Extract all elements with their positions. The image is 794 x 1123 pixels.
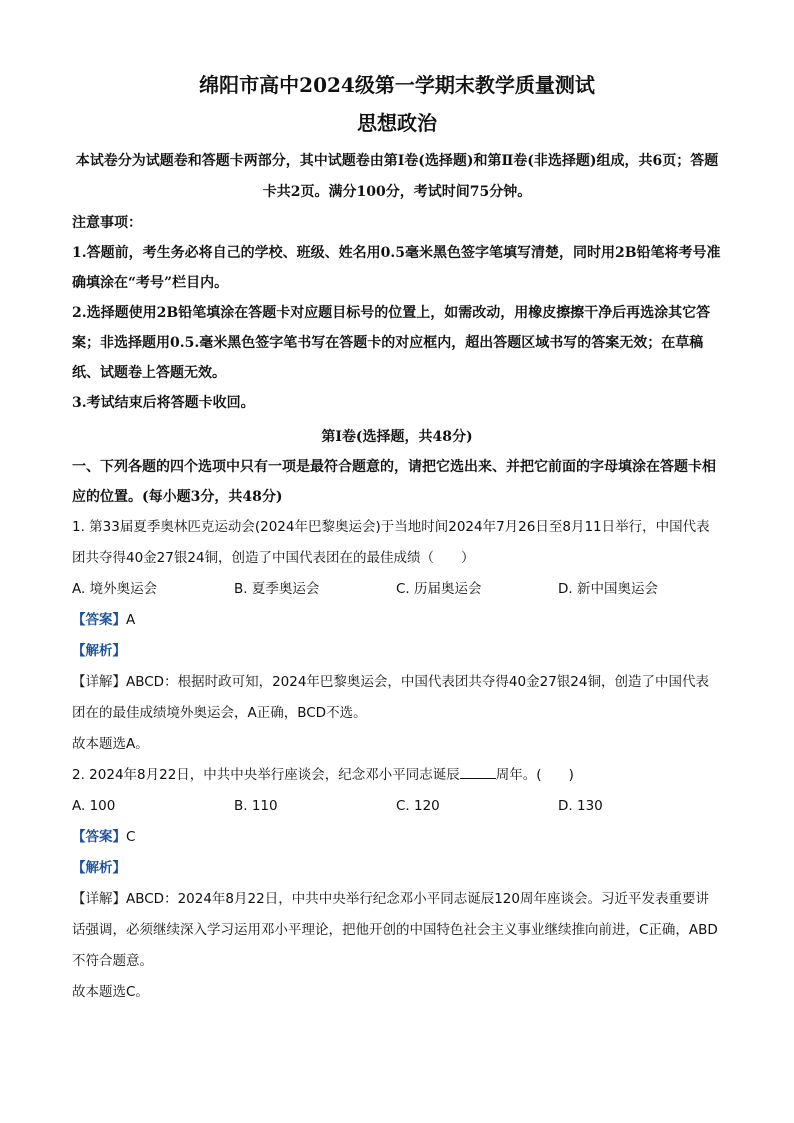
question-1 [72, 512, 722, 760]
section-title: 第Ⅰ卷(选择题，共48分) [321, 429, 473, 445]
conclusion-line: 故本题选C。 [72, 984, 149, 1000]
option-a: A. 100 [72, 798, 116, 814]
detail-label: 【详解】 [72, 891, 126, 907]
detail-text: ABCD：根据时政可知，2024年巴黎奥运会，中国代表团共夺得40金27银24铜，创造了中国代表团在的最佳成绩境外奥运会，A正确，BCD不选。 [72, 674, 709, 721]
detail-line [72, 667, 722, 729]
option-b: B. 110 [234, 798, 278, 814]
answer-label: 【答案】 [72, 829, 126, 845]
option-c: C. 120 [396, 798, 440, 814]
analysis-label: 【解析】 [72, 860, 126, 876]
analysis-line [72, 853, 722, 884]
notice-heading: 注意事项： [72, 215, 142, 231]
detail-label: 【详解】 [72, 674, 126, 690]
answer-value: C [126, 829, 136, 845]
question-options [72, 791, 722, 822]
notice-item-3: 3.考试结束后将答题卡收回。 [72, 395, 255, 411]
notice-item-2: 2.选择题使用2B铅笔填涂在答题卡对应题目标号的位置上，如需改动，用橡皮擦擦干净后再选涂其它答案；非选择题用0.5.毫米黑色签字笔书写在答题卡的对应框内，超出答题区域书写的答案无效；在草稿纸、试题卷上答题无效。 [72, 305, 711, 381]
question-stem: 1. 第33届夏季奥林匹克运动会(2024年巴黎奥运会)于当地时间2024年7月26日至8月11日举行，中国代表团共夺得40金27银24铜，创造了中国代表团在的最佳成绩（ ） [72, 519, 710, 566]
option-b: B. 夏季奥运会 [234, 581, 320, 597]
conclusion-line: 故本题选A。 [72, 736, 149, 752]
subject-title: 思想政治 [357, 111, 437, 135]
option-a: A. 境外奥运会 [72, 581, 158, 597]
detail-text: ABCD：2024年8月22日，中共中央举行纪念邓小平同志诞辰120周年座谈会。习近平发表重要讲话强调，必须继续深入学习运用邓小平理论，把他开创的中国特色社会主义事业继续推向前进，C正确，ABD不符合题意。 [72, 891, 718, 969]
analysis-label: 【解析】 [72, 643, 126, 659]
section-instruction: 一、下列各题的四个选项中只有一项是最符合题意的，请把它选出来、并把它前面的字母填涂在答题卡相应的位置。(每小题3分，共48分) [72, 459, 716, 505]
notice-item-1: 1.答题前，考生务必将自己的学校、班级、姓名用0.5毫米黑色签字笔填写清楚，同时用2B铅笔将考号准确填涂在“考号”栏目内。 [72, 245, 721, 291]
option-d: D. 130 [558, 798, 603, 814]
detail-line [72, 884, 722, 977]
exam-intro: 本试卷分为试题卷和答题卡两部分，其中试题卷由第Ⅰ卷(选择题)和第Ⅱ卷(非选择题)组成，共6页；答题卡共2页。满分100分，考试时间75分钟。 [75, 153, 719, 200]
fill-blank [460, 764, 496, 779]
answer-line [72, 605, 722, 636]
option-c: C. 历届奥运会 [396, 581, 482, 597]
analysis-line [72, 636, 722, 667]
answer-label: 【答案】 [72, 612, 126, 628]
answer-line [72, 822, 722, 853]
question-stem: 2. 2024年8月22日，中共中央举行座谈会，纪念邓小平同志诞辰 周年。( ) [72, 760, 722, 791]
question-2 [72, 760, 722, 1008]
question-options [72, 574, 722, 605]
page-title: 绵阳市高中2024级第一学期末教学质量测试 [199, 73, 595, 97]
option-d: D. 新中国奥运会 [558, 581, 658, 597]
answer-value: A [126, 612, 136, 628]
